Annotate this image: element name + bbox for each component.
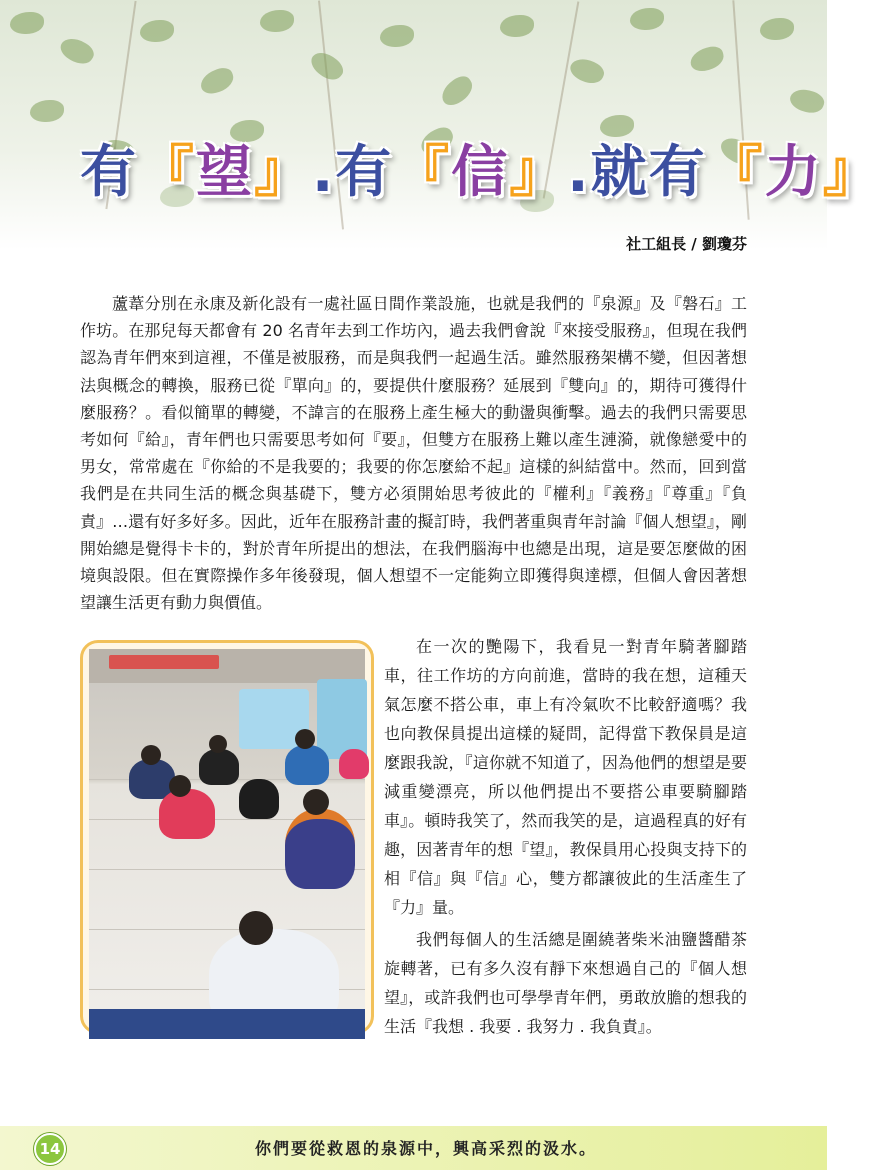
leaf-decoration xyxy=(567,54,607,88)
title-part: 有 xyxy=(80,140,138,205)
leaf-decoration xyxy=(437,72,477,110)
title-part: 』 xyxy=(822,140,881,205)
footer-motto: 你們要從救恩的泉源中，興高采烈的汲水。 xyxy=(255,1139,598,1158)
title-part: 『 xyxy=(393,140,452,205)
ivy-banner xyxy=(0,0,827,250)
leaf-decoration xyxy=(787,85,826,117)
title-part: 『 xyxy=(138,140,196,205)
page-footer xyxy=(0,1126,827,1170)
title-part: 』 xyxy=(509,140,568,205)
title-part: 信 xyxy=(451,140,510,205)
leaf-decoration xyxy=(688,44,727,74)
title-part: 就有 xyxy=(590,140,707,205)
title-part: 有 xyxy=(335,140,394,205)
title-part: 望 xyxy=(196,140,254,205)
leaf-decoration xyxy=(380,25,414,47)
leaf-decoration xyxy=(10,12,44,34)
title-part: 『 xyxy=(706,140,765,205)
title-part: . xyxy=(567,140,591,205)
article-paragraph-2: 在一次的艷陽下，我看見一對青年騎著腳踏車，往工作坊的方向前進，當時的我在想，這種天氣怎麼不搭公車，車上有冷氣吹不比較舒適嗎？我也向教保員提出這樣的疑問，記得當下教保員是這麼跟我說，『這你就不知道了，因為他們的想望是要減重變漂亮，所以他們提出不要搭公車要騎腳踏車』。頓時我笑了，然而我笑的是，這過程真的好有趣，因著青年的想『望』，教保員用心投與支持下的相『信』與『信』心，雙方都讓彼此的生活產生了『力』量。 xyxy=(384,637,747,917)
activity-photo xyxy=(89,649,365,1025)
leaf-decoration xyxy=(260,10,294,32)
leaf-decoration xyxy=(57,33,97,69)
leaf-decoration xyxy=(197,65,236,97)
article-paragraph-1: 蘆葦分別在永康及新化設有一處社區日間作業設施，也就是我們的『泉源』及『磐石』工作坊。在那兒每天都會有 20 名青年去到工作坊內，過去我們會說『來接受服務』，但現在我們認為青年們來到這裡，不僅是被服務，而是與我們一起過生活。雖然服務架構不變，但因著想法與概念的轉換，服務已從『單向』的，要提供什麼服務？延展到『雙向』的，期待可獲得什麼服務？。看似簡單的轉變，不諱言的在服務上產生極大的動盪與衝擊。過去的我們只需要思考如何『給』，青年們也只需要思考如何『要』，但雙方在服務上難以產生漣漪，就像戀愛中的男女，常常處在『你給的不是我要的；我要的你怎麼給不起』這樣的糾結當中。然而，回到當我們是在共同生活的概念與基礎下，雙方必須開始思考彼此的『權利』『義務』『尊重』『負責』…還有好多好多。因此，近年在服務計畫的擬訂時，我們著重與青年討論『個人想望』，剛開始總是覺得卡卡的，對於青年所提出的想法，在我們腦海中也總是出現，這是要怎麼做的困境與設限。但在實際操作多年後發現，個人想望不一定能夠立即獲得與達標，但個人會因著想望讓生活更有動力與價值。 xyxy=(80,294,747,613)
leaf-decoration xyxy=(760,18,794,40)
activity-photo-frame xyxy=(80,640,374,1034)
page-number: 14 xyxy=(34,1133,66,1165)
leaf-decoration xyxy=(630,8,664,30)
author-byline: 社工組長 / 劉瓊芬 xyxy=(626,235,747,253)
article-title xyxy=(80,128,881,208)
article-paragraph-3: 我們每個人的生活總是圍繞著柴米油鹽醬醋茶旋轉著，已有多久沒有靜下來想過自己的『個人想望』，或許我們也可學學青年們，勇敢放膽的想我的生活『我想 . 我要 . 我努力 . 我負責』。 xyxy=(384,930,747,1036)
title-part: 』 xyxy=(254,140,312,205)
leaf-decoration xyxy=(30,100,64,122)
leaf-decoration xyxy=(500,15,534,37)
title-part: . xyxy=(312,140,336,205)
leaf-decoration xyxy=(140,20,174,42)
title-part: 力 xyxy=(764,140,823,205)
